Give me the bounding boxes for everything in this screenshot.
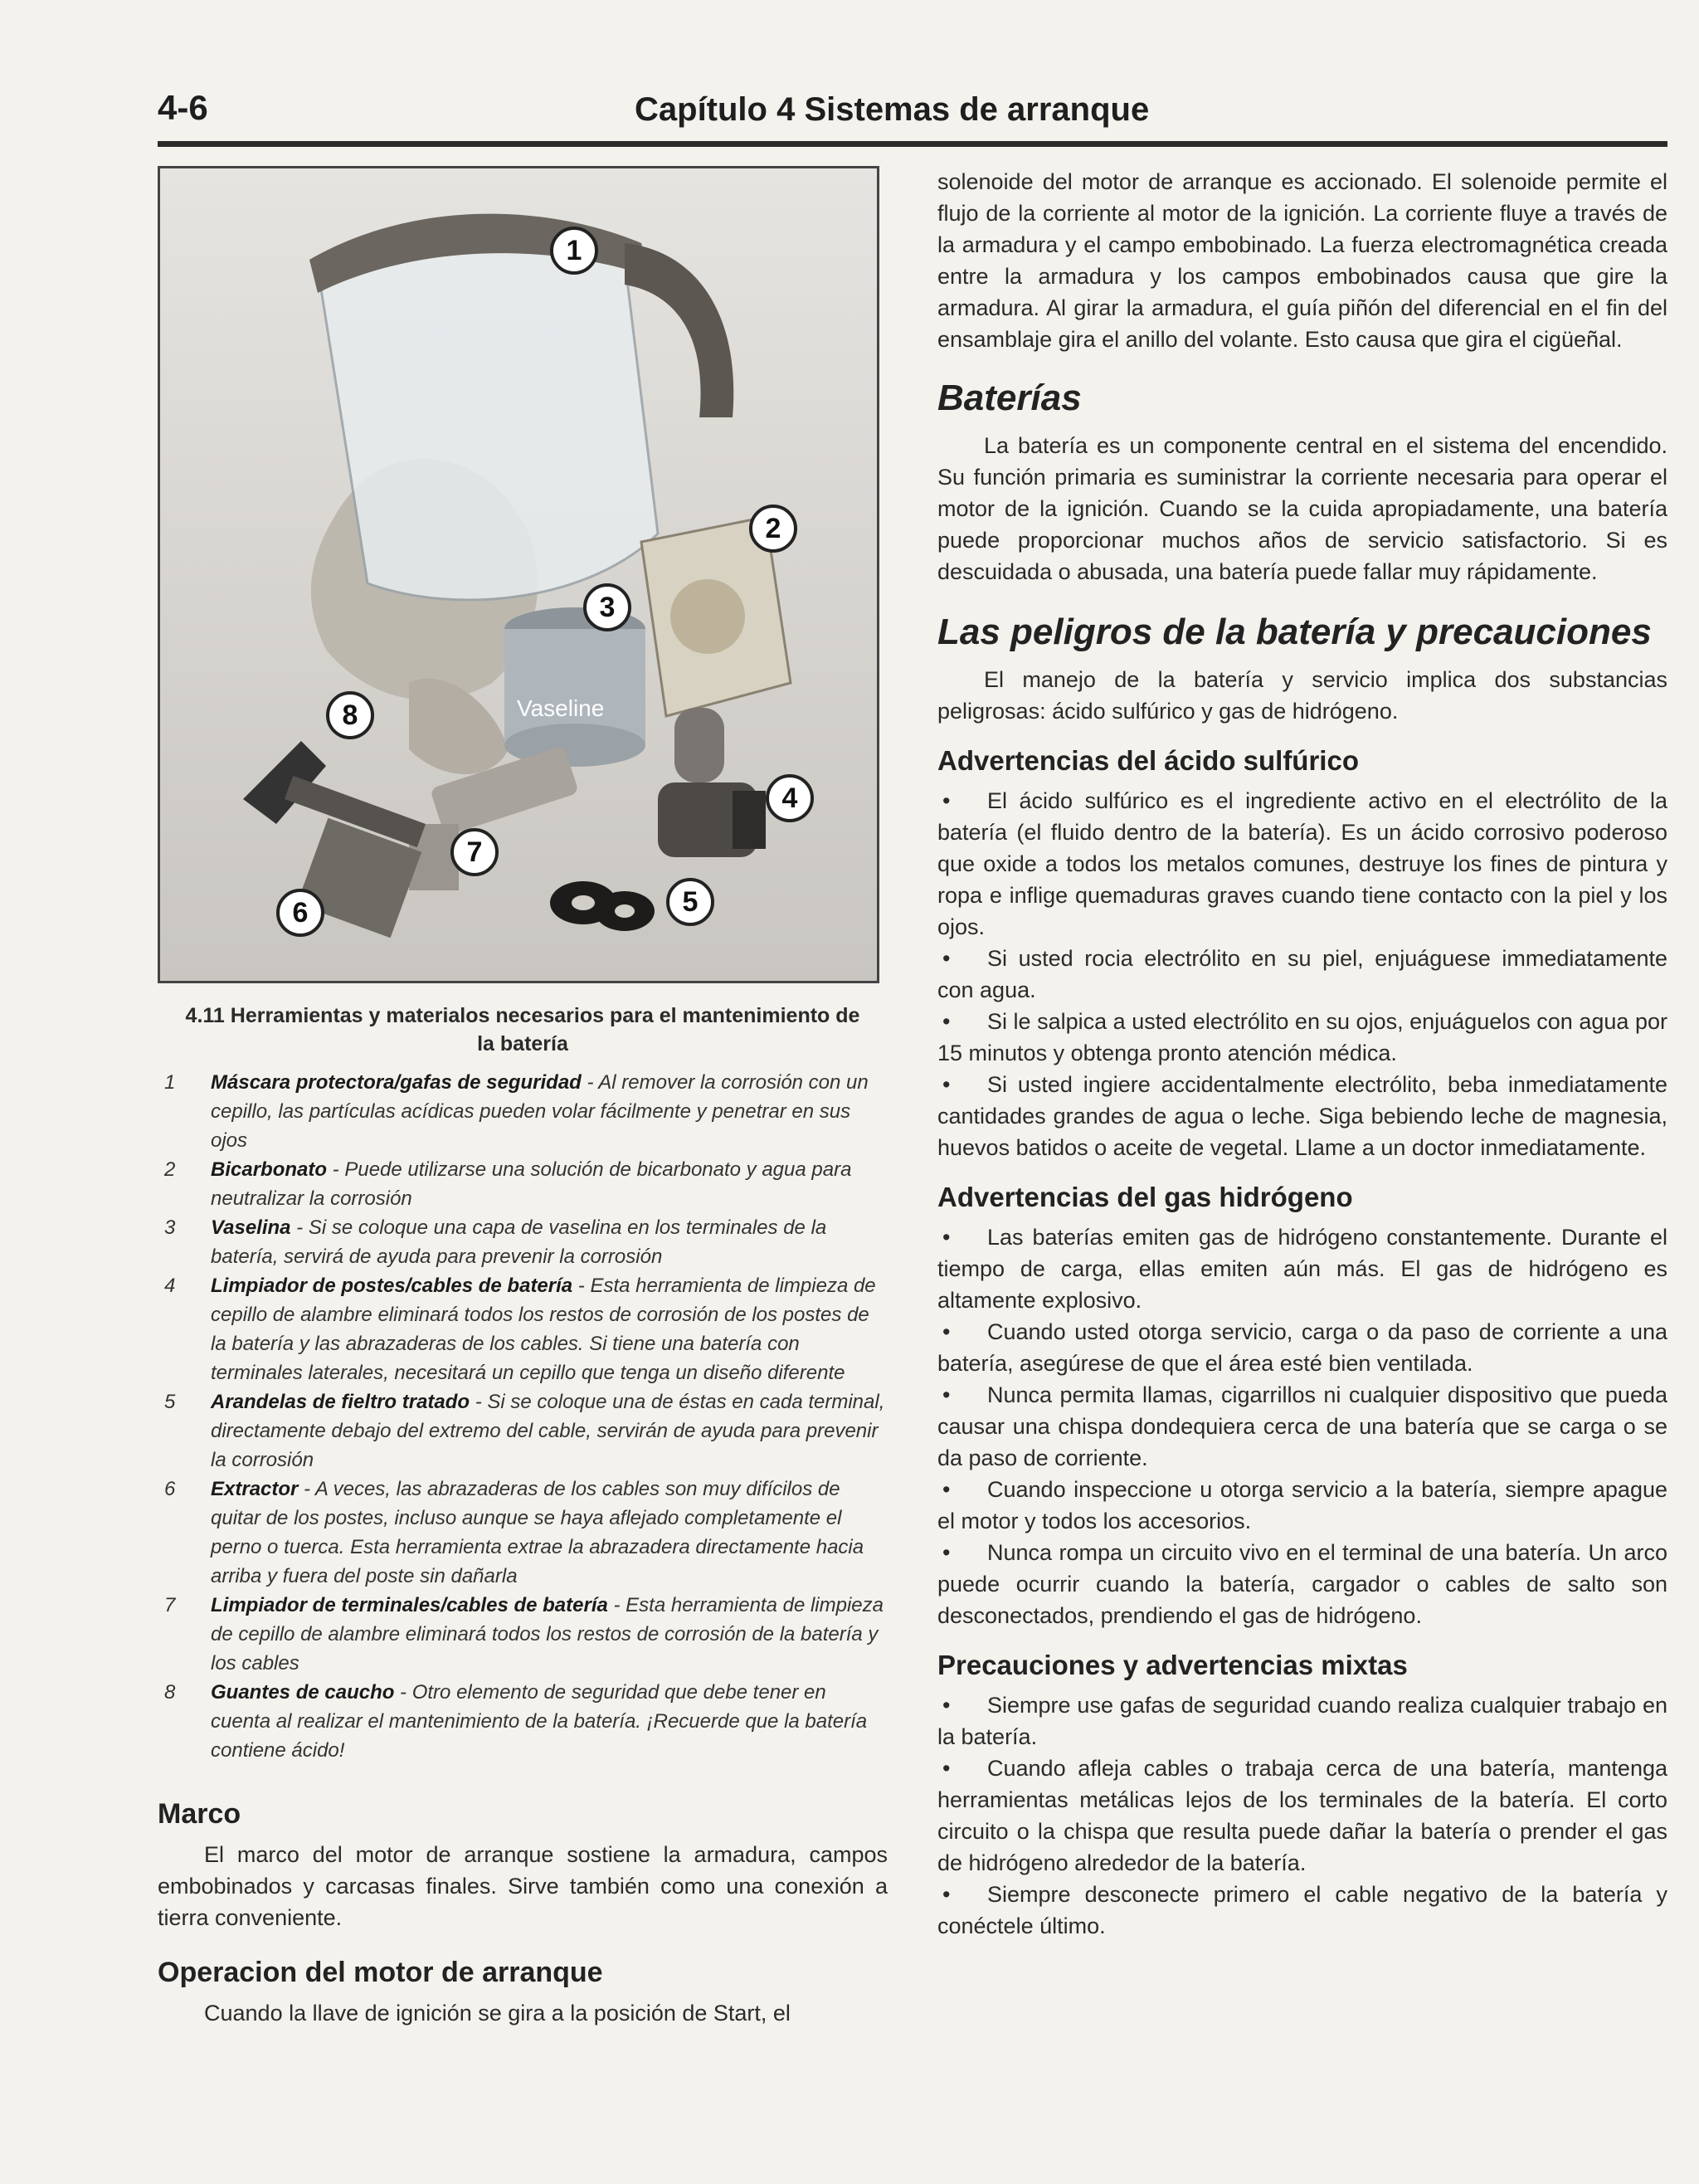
- legend-item: 7 Limpiador de terminales/cables de batería - Esta herramienta de limpieza de cepillo de alambre eliminará todos los restos de corrosión de la batería y los cables: [164, 1594, 884, 1675]
- figure-legend: [158, 1068, 888, 1765]
- legend-item: 8 Guantes de caucho - Otro elemento de seguridad que debe tener en cuenta al realizar el mantenimiento de la batería. ¡Recuerde que la batería contiene ácido!: [164, 1681, 868, 1762]
- paragraph-intro: solenoide del motor de arranque es accionado. El solenoide permite el flujo de la corriente al motor de la ignición. La corriente fluye a través de la armadura y el campo embobinado. La fuerza electromagnética creada entre la armadura y los campos embobinados causa que gire la armadura. Al girar la armadura, el guía piñón del diferencial en el fin del ensamblaje gira el anillo del volante. Esto causa que gira el cigüeñal.: [937, 169, 1667, 352]
- legend-item: 6 Extractor - A veces, las abrazaderas de los cables son muy difícilos de quitar de los postes, incluso aunque se haya aflejado completamente el perno o tuerca. Esta herramienta extrae la abrazadera directamente hacia arriba y fuera del poste sin dañarla: [164, 1478, 864, 1587]
- bullet-item: • Si le salpica a usted electrólito en su ojos, enjuáguelos con agua por 15 minutos y obtenga pronto atención médica.: [937, 1009, 1667, 1065]
- callout-7: 7: [450, 828, 499, 876]
- tools-photo: [158, 166, 879, 983]
- subsection-title-acido: Advertencias del ácido sulfúrico: [937, 745, 1359, 776]
- bullet-item: • Nunca permita llamas, cigarrillos ni cualquier dispositivo que pueda causar una chispa dondequiera cerca de una batería que se carga o se da paso de corriente.: [937, 1382, 1667, 1470]
- bullet-item: • Si usted rocia electrólito en su piel, enjuáguese immediatamente con agua.: [937, 946, 1667, 1002]
- bullet-item: • Siempre desconecte primero el cable negativo de la batería y conéctele último.: [937, 1882, 1667, 1938]
- paragraph-marco: El marco del motor de arranque sostiene la armadura, campos embobinados y carcasas finales. Sirve también como una conexión a tierra conveniente.: [158, 1842, 888, 1930]
- section-title-peligros: Las peligros de la batería y precauciones: [937, 612, 1652, 652]
- section-title-baterias: Baterías: [937, 378, 1082, 418]
- callout-8: 8: [326, 691, 374, 739]
- bullet-item: • Las baterías emiten gas de hidrógeno constantemente. Durante el tiempo de carga, ellas emiten aún más. El gas de hidrógeno es altamente explosivo.: [937, 1225, 1667, 1313]
- right-column: [937, 166, 1667, 1942]
- bullet-item: • Cuando usted otorga servicio, carga o da paso de corriente a una batería, asegúrese de que el área esté bien ventilada.: [937, 1319, 1667, 1376]
- callout-4: 4: [766, 774, 814, 822]
- face-shield: [318, 230, 658, 600]
- legend-item: 1 Máscara protectora/gafas de seguridad - Al remover la corrosión con un cepillo, las partículas acídicas pueden volar fácilmente y penetrar en sus ojos: [164, 1071, 869, 1152]
- legend-item: 3 Vaselina - Si se coloque una capa de vaselina en los terminales de la batería, servirá de ayuda para prevenir la corrosión: [164, 1216, 827, 1268]
- bullet-item: • Nunca rompa un circuito vivo en el terminal de una batería. Un arco puede ocurrir cuando la batería, cargador o cables de salto son desconectados, prendiendo el gas de hidrógeno.: [937, 1540, 1667, 1628]
- tools-illustration: [160, 168, 877, 981]
- paragraph-operacion: Cuando la llave de ignición se gira a la posición de Start, el: [204, 2001, 791, 2026]
- bullet-item: • El ácido sulfúrico es el ingrediente activo en el electrólito de la batería (el fluido dentro de la batería). Es un ácido corrosivo poderoso que oxide a todos los metalos comunes, destruye los fines de pintura y ropa e inflige quemaduras graves cuando tiene contacto con la piel y los ojos.: [937, 788, 1667, 939]
- page-number: 4-6: [158, 88, 208, 127]
- chapter-title: Capítulo 4 Sistemas de arranque: [635, 91, 1150, 128]
- left-column: [158, 166, 888, 2029]
- legend-item: 5 Arandelas de fieltro tratado - Si se coloque una de éstas en cada terminal, directamente debajo del extremo del cable, servirán de ayuda para prevenir la corrosión: [164, 1391, 885, 1471]
- jar-label: Vaseline: [517, 695, 605, 721]
- callout-3: 3: [583, 583, 631, 631]
- figure-caption: 4.11 Herramientas y materialos necesarios para el mantenimiento de la batería: [185, 1004, 860, 1055]
- bullet-item: • Si usted ingiere accidentalmente electrólito, beba inmediatamente cantidades grandes de agua o leche. Siga bebiendo leche de magnesia, huevos batidos o aceite de vegetal. Llame a un doctor inmediatamente.: [937, 1072, 1667, 1160]
- bullet-item: • Siempre use gafas de seguridad cuando realiza cualquier trabajo en la batería.: [937, 1693, 1667, 1749]
- callout-1: 1: [550, 227, 598, 275]
- callout-2: 2: [749, 505, 797, 553]
- bullet-item: • Cuando inspeccione u otorga servicio a la batería, siempre apague el motor y todos los accesorios.: [937, 1477, 1667, 1533]
- subsection-title-mixtas: Precauciones y advertencias mixtas: [937, 1650, 1408, 1680]
- paragraph-peligros: El manejo de la batería y servicio implica dos substancias peligrosas: ácido sulfúrico y gas de hidrógeno.: [937, 667, 1667, 724]
- bullet-item: • Cuando afleja cables o trabaja cerca de una batería, mantenga herramientas metálicas lejos de los terminales de la batería. El corto circuito o la chispa que resulta puede dañar la batería o prender el gas de hidrógeno alrededor de la batería.: [937, 1756, 1667, 1875]
- callout-5: 5: [666, 878, 714, 926]
- section-title-marco: Marco: [158, 1798, 241, 1830]
- legend-item: 2 Bicarbonato - Puede utilizarse una solución de bicarbonato y agua para neutralizar la corrosión: [164, 1158, 852, 1210]
- paragraph-baterias: La batería es un componente central en el sistema del encendido. Su función primaria es suministrar la corriente necesaria para operar el motor de la ignición. Cuando se la cuida apropiadamente, una batería puede proporcionar muchos años de servicio satisfactorio. Si es descuidada o abusada, una batería puede fallar muy rápidamente.: [937, 433, 1667, 584]
- section-title-operacion: Operacion del motor de arranque: [158, 1957, 603, 1988]
- subsection-title-gas: Advertencias del gas hidrógeno: [937, 1182, 1353, 1212]
- page-header: [158, 83, 1667, 147]
- callout-6: 6: [276, 889, 324, 937]
- legend-item: 4 Limpiador de postes/cables de batería - Esta herramienta de limpieza de cepillo de alambre eliminará todos los restos de corrosión de los postes de la batería y las abrazaderas de los cables. Si tiene una batería con terminales laterales, necesitará un cepillo que tenga un diseño diferente: [164, 1275, 876, 1384]
